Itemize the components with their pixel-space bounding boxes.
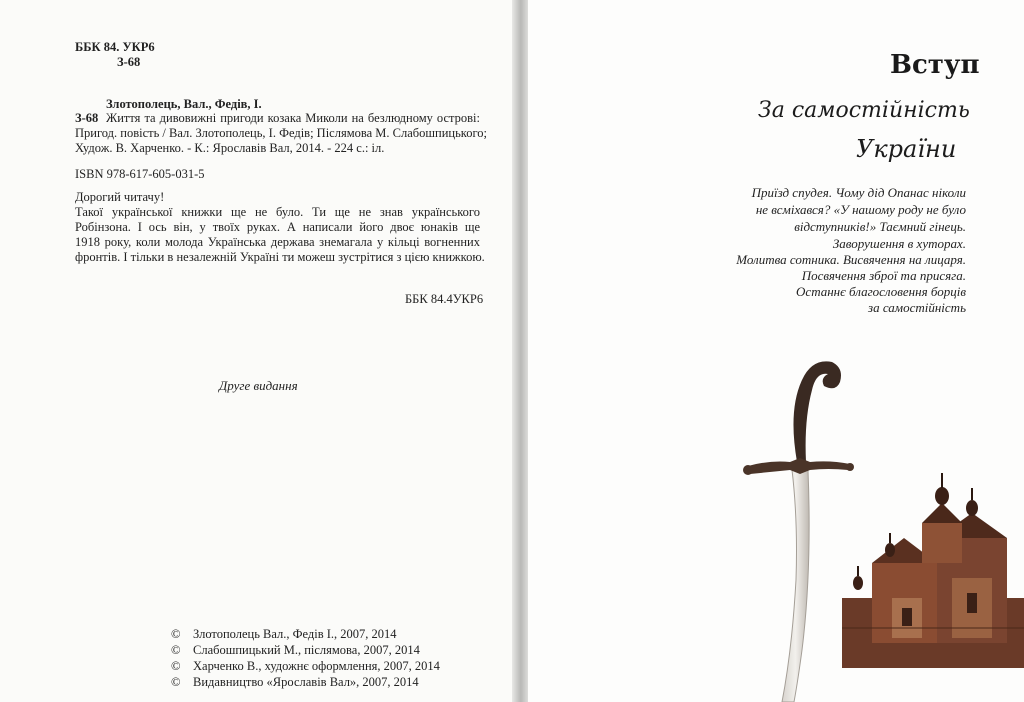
bbk-bottom: ББК 84.4УКР6 [405,292,484,306]
body-line: фронтів. І тільки в незалежній Україні ти можеш зустрітися з цією книжкою. [75,250,485,264]
entry-code: З-68 [75,111,99,125]
subtitle-line-2: України [856,135,957,163]
copyright-row [171,658,440,674]
contents-line: Останнє благословення борців [796,284,966,299]
copyright-symbol: © [171,643,181,657]
catalog-code: З-68 [117,55,141,69]
copyright-row [171,626,397,642]
chapter-title: Вступ [890,50,980,80]
copyright-symbol: © [171,627,181,641]
greeting: Дорогий читачу! [75,190,165,204]
contents-line: Посвячення зброї та присяга. [801,268,966,283]
book-spine [512,0,528,702]
copyright-row [171,674,419,690]
edition-note: Друге видання [219,378,298,393]
body-line: Робінзона. І ось він, у твоїх руках. А написали його двоє юнаків ще [75,220,480,234]
bbk-top: ББК 84. УКР6 [75,40,155,54]
contents-line: Молитва сотника. Висвячення на лицаря. [736,252,966,267]
contents-line: Заворушення в хуторах. [832,236,966,251]
copyright-text: Харченко В., художнє оформлення, 2007, 2014 [193,659,440,673]
body-line: Такої української книжки ще не було. Ти ще не знав українського [75,205,480,219]
isbn: ISBN 978-617-605-031-5 [75,167,205,181]
copyright-text: Слабошпицький М., післямова, 2007, 2014 [193,643,420,657]
copyright-symbol: © [171,659,181,673]
contents-line: за самостійність [868,300,966,315]
contents-line: Приїзд спудея. Чому дід Опанас ніколи [751,185,966,200]
entry-line: Життя та дивовижні пригоди козака Миколи на безлюдному острові: [106,111,480,125]
copyright-text: Видавництво «Ярославів Вал», 2007, 2014 [193,675,419,689]
entry-line: Пригод. повість / Вал. Злотополець, І. Федів; Післямова М. Слабошпицького; [75,126,488,140]
body-line: 1918 року, коли молода Українська держава знемагала у кільці вогненних [75,235,480,249]
church-illustration [842,468,1024,668]
contents-line: відступників!» Таємний гінець. [794,219,966,234]
contents-line: не всміхався? «У нашому роду не було [755,202,966,217]
authors: Злотополець, Вал., Федів, І. [106,97,262,111]
copyright-symbol: © [171,675,181,689]
copyright-row [171,642,420,658]
subtitle-line-1: За самостійність [758,98,970,123]
copyright-text: Злотополець Вал., Федів І., 2007, 2014 [193,627,397,641]
entry-line: Худож. В. Харченко. - К.: Ярославів Вал, 2014. - 224 с.: іл. [75,141,385,155]
